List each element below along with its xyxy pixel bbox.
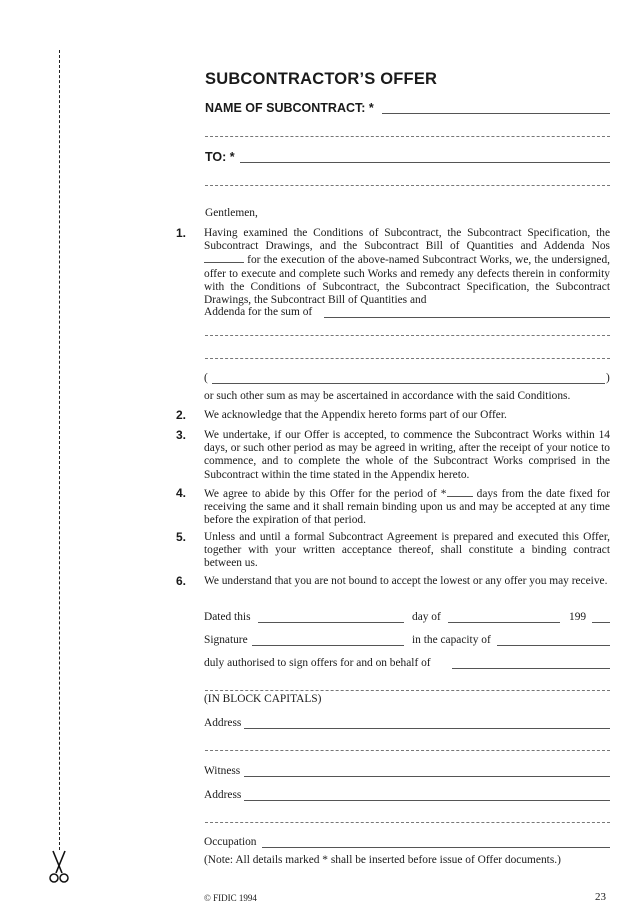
item-4-text <box>204 487 610 528</box>
page-number: 23 <box>595 891 606 903</box>
item-number-2: 2. <box>176 408 187 422</box>
year-prefix-label: 199 <box>569 611 587 623</box>
name-of-subcontract-field[interactable] <box>382 113 610 114</box>
block-capitals-label: (IN BLOCK CAPITALS) <box>204 693 322 705</box>
signature-field[interactable] <box>252 645 404 646</box>
to-label: TO: * <box>205 150 235 164</box>
cut-line <box>59 50 60 850</box>
dated-this-label: Dated this <box>204 611 251 623</box>
date-year-field[interactable] <box>592 622 610 623</box>
item-number-6: 6. <box>176 574 187 588</box>
item-4-text-b: days from the date fixed for receiving the same and it shall remain binding upon us and may be accepted at any time before the expiration of that period. <box>204 488 610 527</box>
item-number-5: 5. <box>176 530 187 544</box>
name-of-subcontract-label: NAME OF SUBCONTRACT: * <box>205 101 374 115</box>
sum-in-words-field[interactable] <box>212 383 605 384</box>
witness-address-label: Address <box>204 789 242 801</box>
capacity-field[interactable] <box>497 645 610 646</box>
witness-label: Witness <box>204 765 241 777</box>
salutation: Gentlemen, <box>205 207 258 219</box>
addenda-nos-field[interactable] <box>204 253 244 263</box>
capacity-label: in the capacity of <box>412 634 491 646</box>
item-number-3: 3. <box>176 428 187 442</box>
item-4-text-a: We agree to abide by this Offer for the period of * <box>204 488 447 500</box>
note-text: (Note: All details marked * shall be inserted before issue of Offer documents.) <box>204 854 561 866</box>
sum-field[interactable] <box>324 317 610 318</box>
occupation-field[interactable] <box>262 847 610 848</box>
address-label: Address <box>204 717 242 729</box>
on-behalf-of-field[interactable] <box>452 668 610 669</box>
sum-field-line3[interactable] <box>205 358 610 359</box>
item-6-text: We understand that you are not bound to accept the lowest or any offer you may receive. <box>204 575 608 587</box>
on-behalf-of-field-line2[interactable] <box>205 690 610 691</box>
witness-address-field[interactable] <box>244 800 610 801</box>
address-field[interactable] <box>244 728 610 729</box>
date-day-field[interactable] <box>258 622 404 623</box>
item-1-nos: Nos <box>591 240 610 253</box>
item-1-text-c: for the execution of the above-named Subcontract Works, we, the undersigned, offer to execute and complete such Works and remedy any defects therein in conformity with the Conditions of Subcontract, the Subcontract Specification, the Subcontract Drawings, the Subcontract Bill of Quantities and <box>204 254 610 307</box>
occupation-label: Occupation <box>204 836 257 848</box>
day-of-label: day of <box>412 611 441 623</box>
signature-label: Signature <box>204 634 248 646</box>
paren-open: ( <box>204 372 208 384</box>
scissors-icon <box>47 849 71 885</box>
to-field-line2[interactable] <box>205 185 610 186</box>
item-5-text: Unless and until a formal Subcontract Agreement is prepared and executed this Offer, together with your written acceptance thereof, shall constitute a binding contract between us. <box>204 531 610 570</box>
item-number-4: 4. <box>176 486 187 500</box>
item-2-text: We acknowledge that the Appendix hereto forms part of our Offer. <box>204 409 507 421</box>
item-3-text: We undertake, if our Offer is accepted, to commence the Subcontract Works within 14 days, or such other period as may be agreed in writing, after the receipt of your notice to commence, and to complete the whole of the Subcontract Works comprised in the Subcontract within the time stated in the Appendix hereto. <box>204 429 610 481</box>
offer-period-days-field[interactable] <box>447 487 473 497</box>
address-field-line2[interactable] <box>205 750 610 751</box>
authorised-label: duly authorised to sign offers for and on behalf of <box>204 657 431 669</box>
paren-close: ) <box>606 372 610 384</box>
item-1-sum-label: Addenda for the sum of <box>204 306 313 318</box>
item-number-1: 1. <box>176 226 187 240</box>
page-title: SUBCONTRACTOR’S OFFER <box>205 70 438 88</box>
sum-field-line2[interactable] <box>205 335 610 336</box>
item-1-text <box>204 227 610 307</box>
sum-note: or such other sum as may be ascertained in accordance with the said Conditions. <box>204 390 571 402</box>
footer-copyright: © FIDIC 1994 <box>204 893 257 903</box>
date-month-field[interactable] <box>448 622 560 623</box>
name-of-subcontract-field-line2[interactable] <box>205 136 610 137</box>
witness-field[interactable] <box>244 776 610 777</box>
witness-address-field-line2[interactable] <box>205 822 610 823</box>
to-field[interactable] <box>240 162 610 163</box>
item-1-text-a: Having examined the Conditions of Subcontract, the Subcontract Specification, the Subcontract Drawings, and the Subcontract Bill of Quantities and Addenda <box>204 227 610 253</box>
